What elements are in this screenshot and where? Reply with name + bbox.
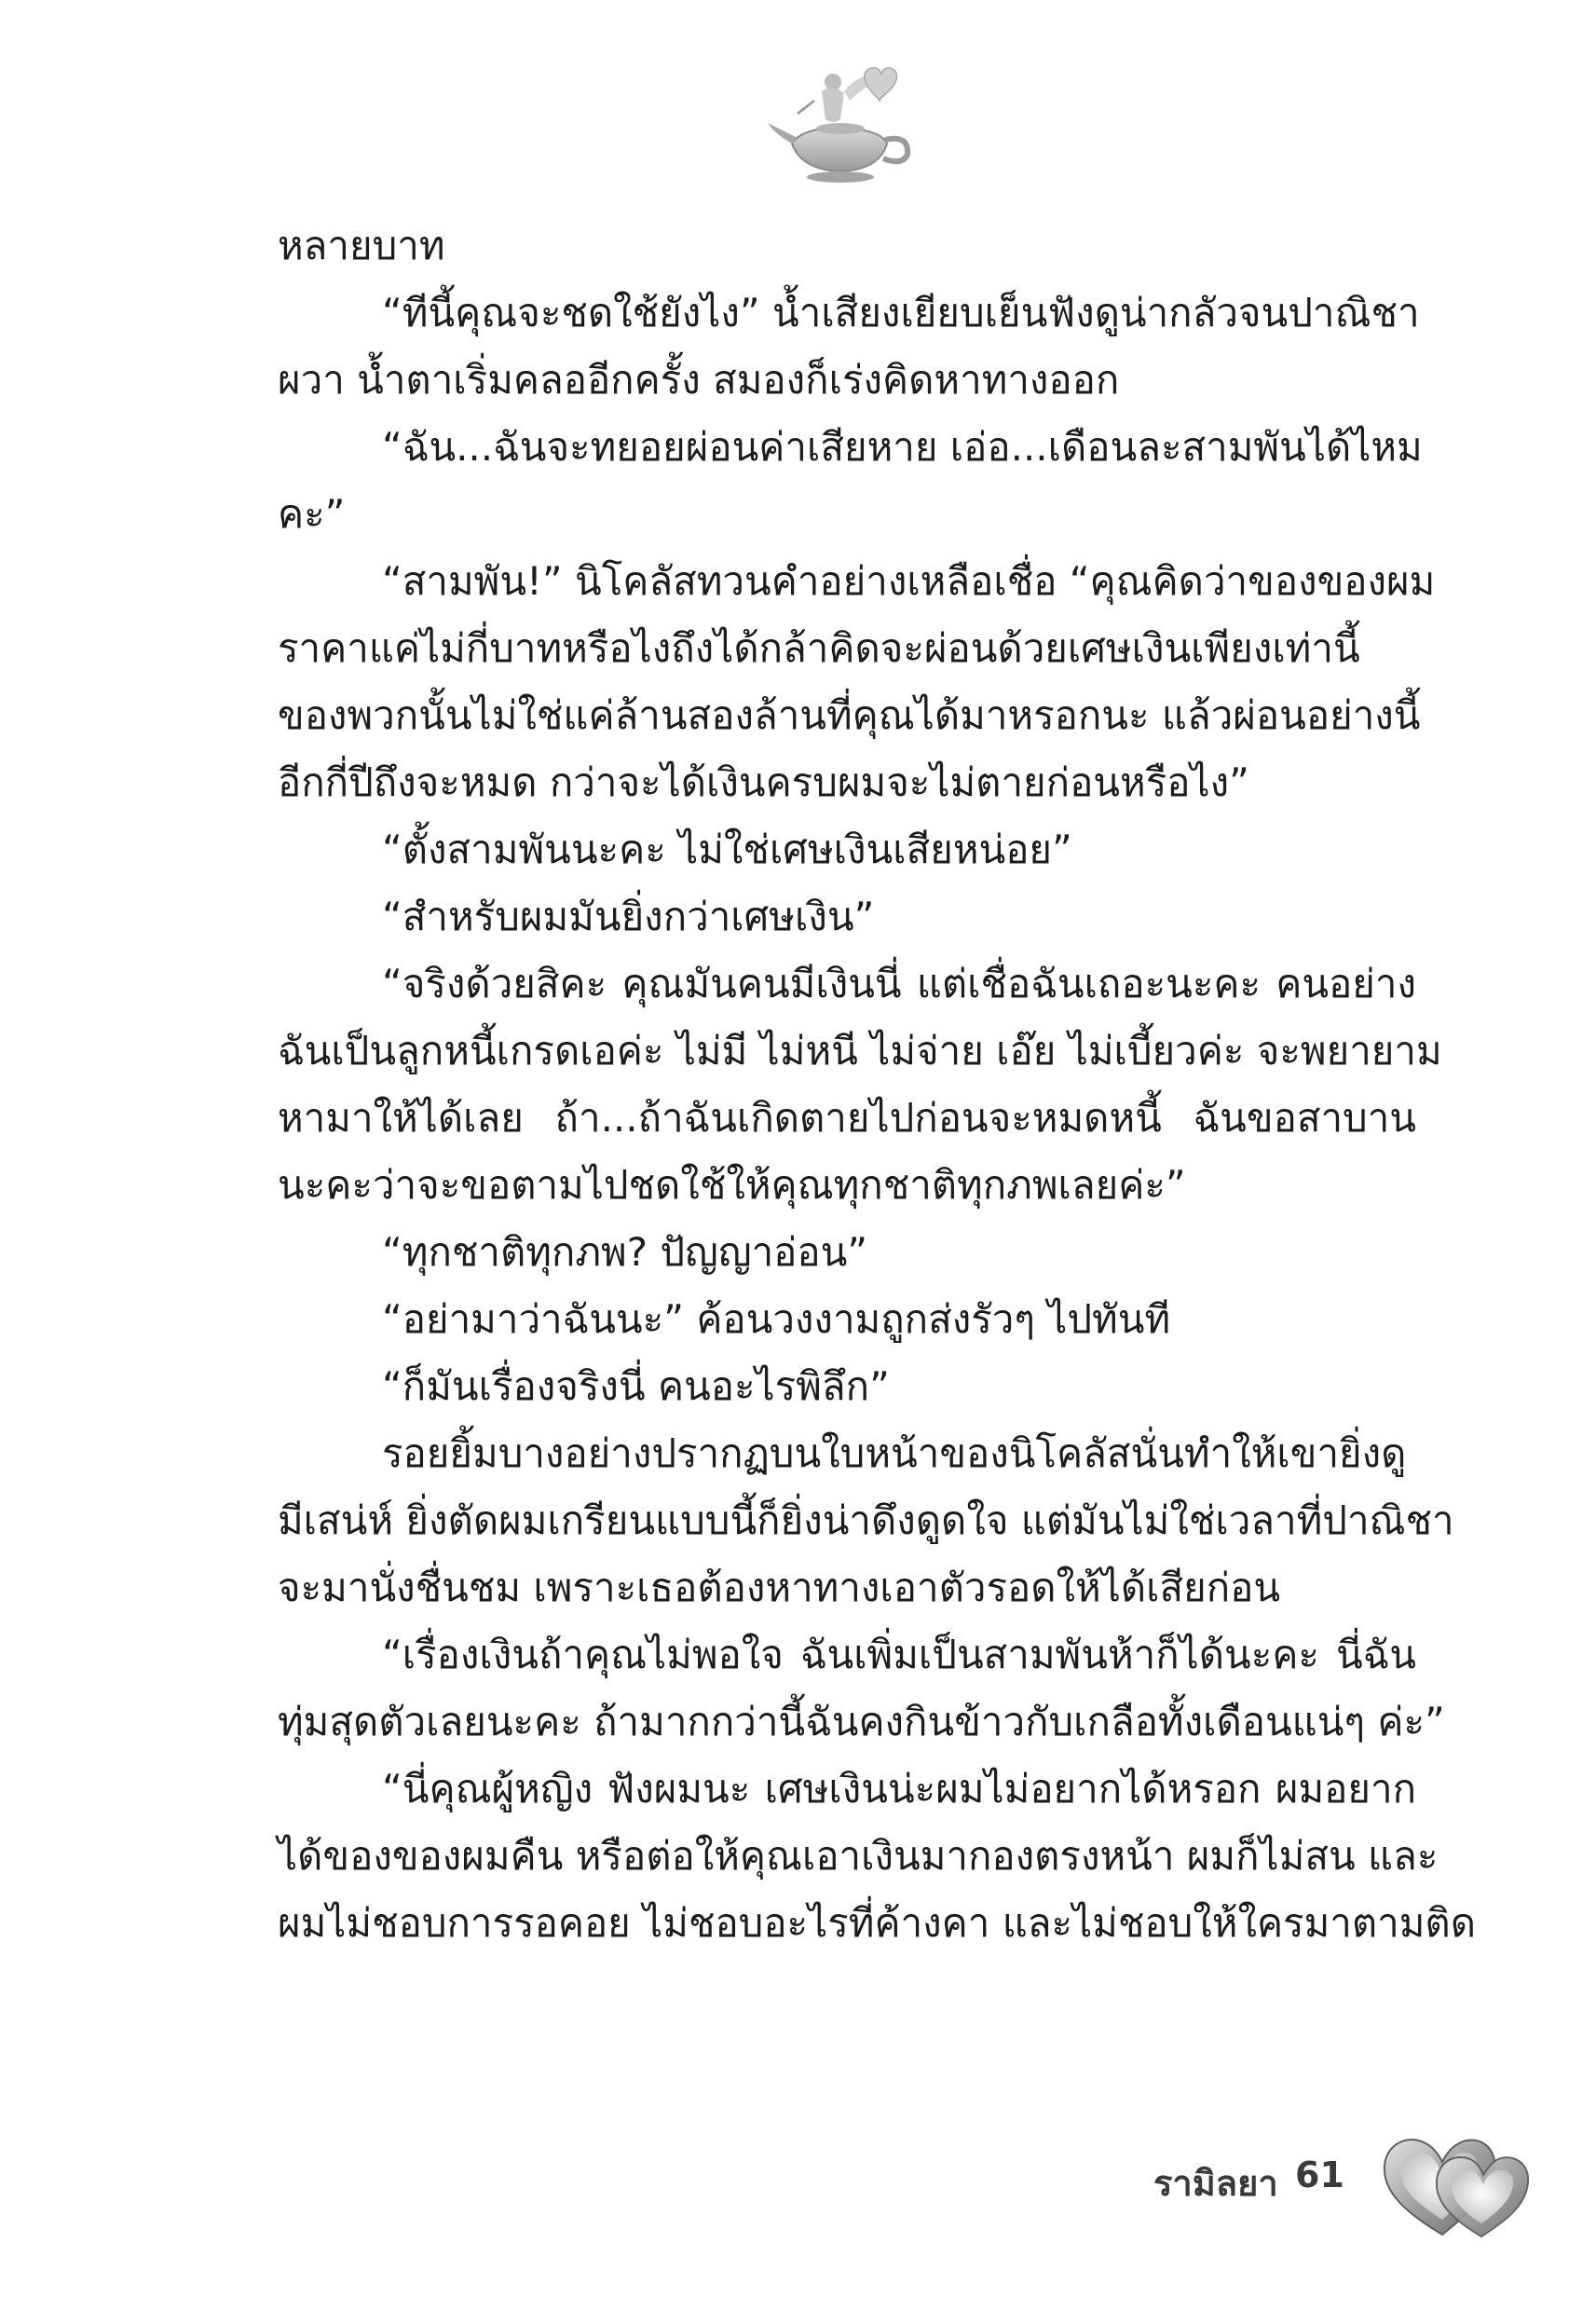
- text-line: มีเสน่ห์ ยิ่งตัดผมเกรียนแบบนี้ก็ยิ่งน่าดึงดูดใจ แต่มันไม่ใช่เวลาที่ปาณิชา: [278, 1497, 1454, 1543]
- text-line: “นี่คุณผู้หญิง ฟังผมนะ เศษเงินน่ะผมไม่อยากได้หรอก ผมอยาก: [382, 1766, 1416, 1812]
- teapot-cupid-ornament-icon: [760, 54, 919, 194]
- text-line: ราคาแค่ไม่กี่บาทหรือไงถึงได้กล้าคิดจะผ่อนด้วยเศษเงินเพียงเท่านี้: [278, 625, 1360, 671]
- book-title: รามิลยา: [1153, 2163, 1278, 2204]
- text-line: “ก็มันเรื่องจริงนี่ คนอะไรพิลึก”: [382, 1363, 890, 1409]
- text-line: คะ”: [278, 491, 346, 537]
- text-line: “เรื่องเงินถ้าคุณไม่พอใจ ฉันเพิ่มเป็นสามพันห้าก็ได้นะคะ นี่ฉัน: [382, 1632, 1416, 1677]
- text-line: ผวา น้ำตาเริ่มคลออีกครั้ง สมองก็เร่งคิดหาทางออก: [278, 357, 1120, 403]
- text-line: หลายบาท: [278, 223, 445, 268]
- text-line: “สำหรับผมมันยิ่งกว่าเศษเงิน”: [382, 894, 875, 939]
- text-line: “จริงด้วยสิคะ คุณมันคนมีเงินนี่ แต่เชื่อฉันเถอะนะคะ คนอย่าง: [382, 961, 1416, 1006]
- text-line: นะคะว่าจะขอตามไปชดใช้ให้คุณทุกชาติทุกภพเลยค่ะ”: [278, 1162, 1186, 1208]
- text-line: จะมานั่งชื่นชม เพราะเธอต้องหาทางเอาตัวรอดให้ได้เสียก่อน: [278, 1565, 1281, 1610]
- text-line: “สามพัน!” นิโคลัสทวนคำอย่างเหลือเชื่อ “คุณคิดว่าของของผม: [382, 558, 1436, 604]
- text-line: ของพวกนั้นไม่ใช่แค่ล้านสองล้านที่คุณได้มาหรอกนะ แล้วผ่อนอย่างนี้: [278, 692, 1421, 738]
- page-footer: [0, 2117, 1596, 2248]
- text-line: หามาให้ได้เลย ถ้า...ถ้าฉันเกิดตายไปก่อนจะหมดหนี้ ฉันขอสาบาน: [278, 1095, 1416, 1141]
- text-line: “ตั้งสามพันนะคะ ไม่ใช่เศษเงินเสียหน่อย”: [382, 827, 1072, 872]
- text-line: อีกกี่ปีถึงจะหมด กว่าจะได้เงินครบผมจะไม่ตายก่อนหรือไง”: [278, 759, 1249, 805]
- text-line: “ฉัน...ฉันจะทยอยผ่อนค่าเสียหาย เอ่อ...เดือนละสามพันได้ไหม: [382, 424, 1423, 470]
- text-line: ฉันเป็นลูกหนี้เกรดเอค่ะ ไม่มี ไม่หนี ไม่จ่าย เอ๊ย ไม่เบี้ยวค่ะ จะพยายาม: [278, 1028, 1442, 1073]
- text-line: “ทุกชาติทุกภพ? ปัญญาอ่อน”: [382, 1229, 868, 1275]
- body-text: [278, 212, 1476, 1957]
- text-line: ผมไม่ชอบการรอคอย ไม่ชอบอะไรที่ค้างคา และไม่ชอบให้ใครมาตามติด: [278, 1900, 1476, 1946]
- text-line: “ทีนี้คุณจะชดใช้ยังไง” น้ำเสียงเยียบเย็นฟังดูน่ากลัวจนปาณิชา: [382, 290, 1420, 335]
- text-line: ได้ของของผมคืน หรือต่อให้คุณเอาเงินมากองตรงหน้า ผมก็ไม่สน และ: [278, 1833, 1439, 1879]
- text-line: “อย่ามาว่าฉันนะ” ค้อนวงงามถูกส่งรัวๆ ไปทันที: [382, 1296, 1171, 1342]
- text-line: รอยยิ้มบางอย่างปรากฏบนใบหน้าของนิโคลัสนั่นทำให้เขายิ่งดู: [382, 1430, 1407, 1476]
- text-line: ทุ่มสุดตัวเลยนะคะ ถ้ามากกว่านี้ฉันคงกินข้าวกับเกลือทั้งเดือนแน่ๆ ค่ะ”: [278, 1699, 1445, 1744]
- page-number: 61: [1295, 2154, 1344, 2195]
- double-hearts-emblem-icon: [1377, 2123, 1535, 2246]
